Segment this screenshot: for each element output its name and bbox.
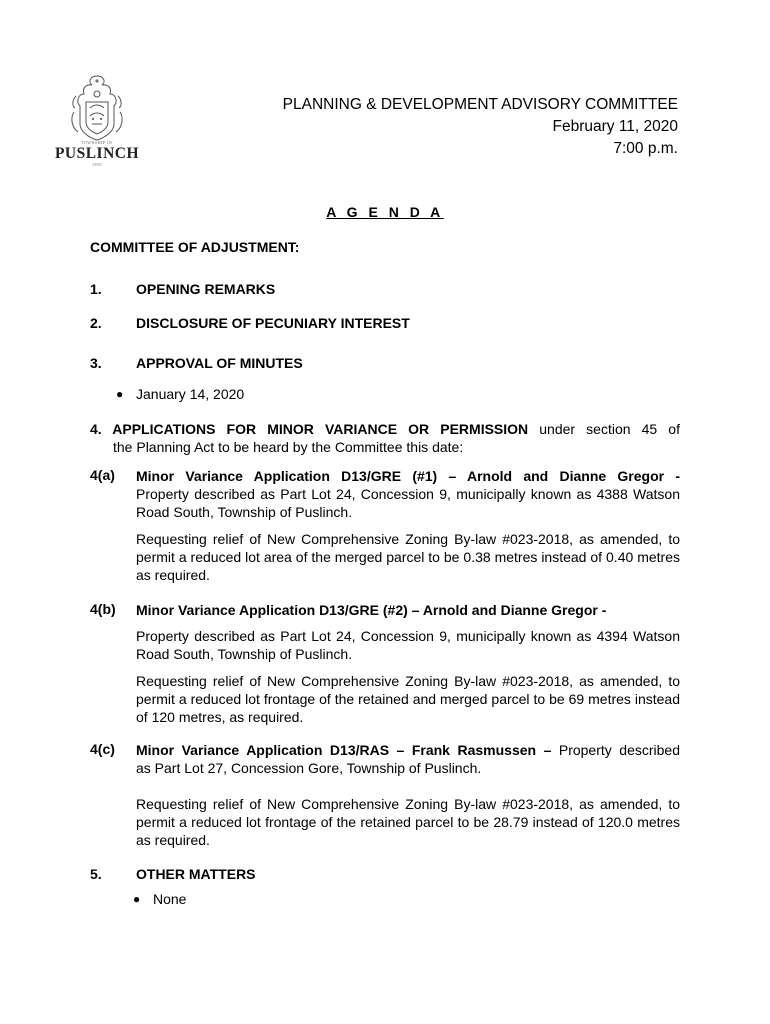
agenda-title: A G E N D A [326, 204, 444, 220]
item-4-line2: the Planning Act to be heard by the Committee this date: [113, 439, 464, 455]
item-4a-title: Minor Variance Application D13/GRE (#1) – Arnold and Dianne Gregor - [136, 468, 680, 484]
section-heading: COMMITTEE OF ADJUSTMENT: [90, 239, 300, 255]
item-4a-number: 4(a) [90, 467, 115, 483]
item-3-number: 3. [90, 355, 102, 371]
item-4b-description: Property described as Part Lot 24, Concession 9, municipally known as 4394 Watson Road South, Township of Puslinch. [136, 628, 680, 662]
item-2-number: 2. [90, 315, 102, 331]
item-3-title: APPROVAL OF MINUTES [136, 355, 303, 371]
meeting-date: February 11, 2020 [552, 118, 678, 135]
logo-sub-label: TOWNSHIP OF [80, 140, 114, 145]
committee-name: PLANNING & DEVELOPMENT ADVISORY COMMITTEE [282, 96, 678, 113]
item-4a-description: Property described as Part Lot 24, Concession 9, municipally known as 4388 Watson Road South, Township of Puslinch. [136, 486, 680, 520]
item-4-title: 4. APPLICATIONS FOR MINOR VARIANCE OR PERMISSION [90, 421, 529, 437]
item-2-title: DISCLOSURE OF PECUNIARY INTEREST [136, 315, 410, 331]
item-4c-block [136, 741, 680, 849]
item-4b-title: Minor Variance Application D13/GRE (#2) – Arnold and Dianne Gregor - [136, 602, 607, 618]
item-4a-block [136, 467, 680, 584]
crest-icon [66, 72, 128, 142]
item-3-bullet-text: January 14, 2020 [136, 386, 245, 402]
item-4b-request: Requesting relief of New Comprehensive Zoning By-law #023-2018, as amended, to permit a reduced lot frontage of the retained and merged parcel to be 69 metres instead of 120 metres, as required. [136, 673, 680, 725]
bullet-icon: ● [116, 387, 124, 401]
item-4-title-rest: under section 45 of [528, 421, 680, 437]
meeting-time: 7:00 p.m. [613, 140, 678, 157]
item-1-number: 1. [90, 281, 102, 297]
logo-wordmark: PUSLINCH [54, 145, 140, 162]
item-5-number: 5. [90, 866, 102, 882]
item-4c-request: Requesting relief of New Comprehensive Zoning By-law #023-2018, as amended, to permit a reduced lot frontage of the retained parcel to be 28.79 instead of 120.0 metres as required. [136, 796, 680, 848]
item-4c-title-rest: Property described [551, 742, 680, 758]
item-4c-title: Minor Variance Application D13/RAS – Frank Rasmussen – [136, 742, 552, 758]
township-logo [52, 72, 142, 180]
item-5-title: OTHER MATTERS [136, 866, 256, 882]
item-4c-line2: as Part Lot 27, Concession Gore, Township of Puslinch. [136, 760, 482, 776]
item-1-title: OPENING REMARKS [136, 281, 276, 297]
item-4a-request: Requesting relief of New Comprehensive Zoning By-law #023-2018, as amended, to permit a reduced lot area of the merged parcel to be 0.38 metres instead of 0.40 metres as required. [136, 531, 680, 583]
item-5-bullet-text: None [153, 891, 187, 907]
bullet-icon: ● [133, 892, 141, 906]
item-4c-number: 4(c) [90, 741, 115, 757]
item-4-lead [90, 420, 680, 456]
item-4b-number: 4(b) [90, 601, 116, 617]
item-4b-block [136, 601, 680, 726]
meeting-header [283, 94, 678, 160]
logo-tagline: 1850 [92, 162, 102, 167]
